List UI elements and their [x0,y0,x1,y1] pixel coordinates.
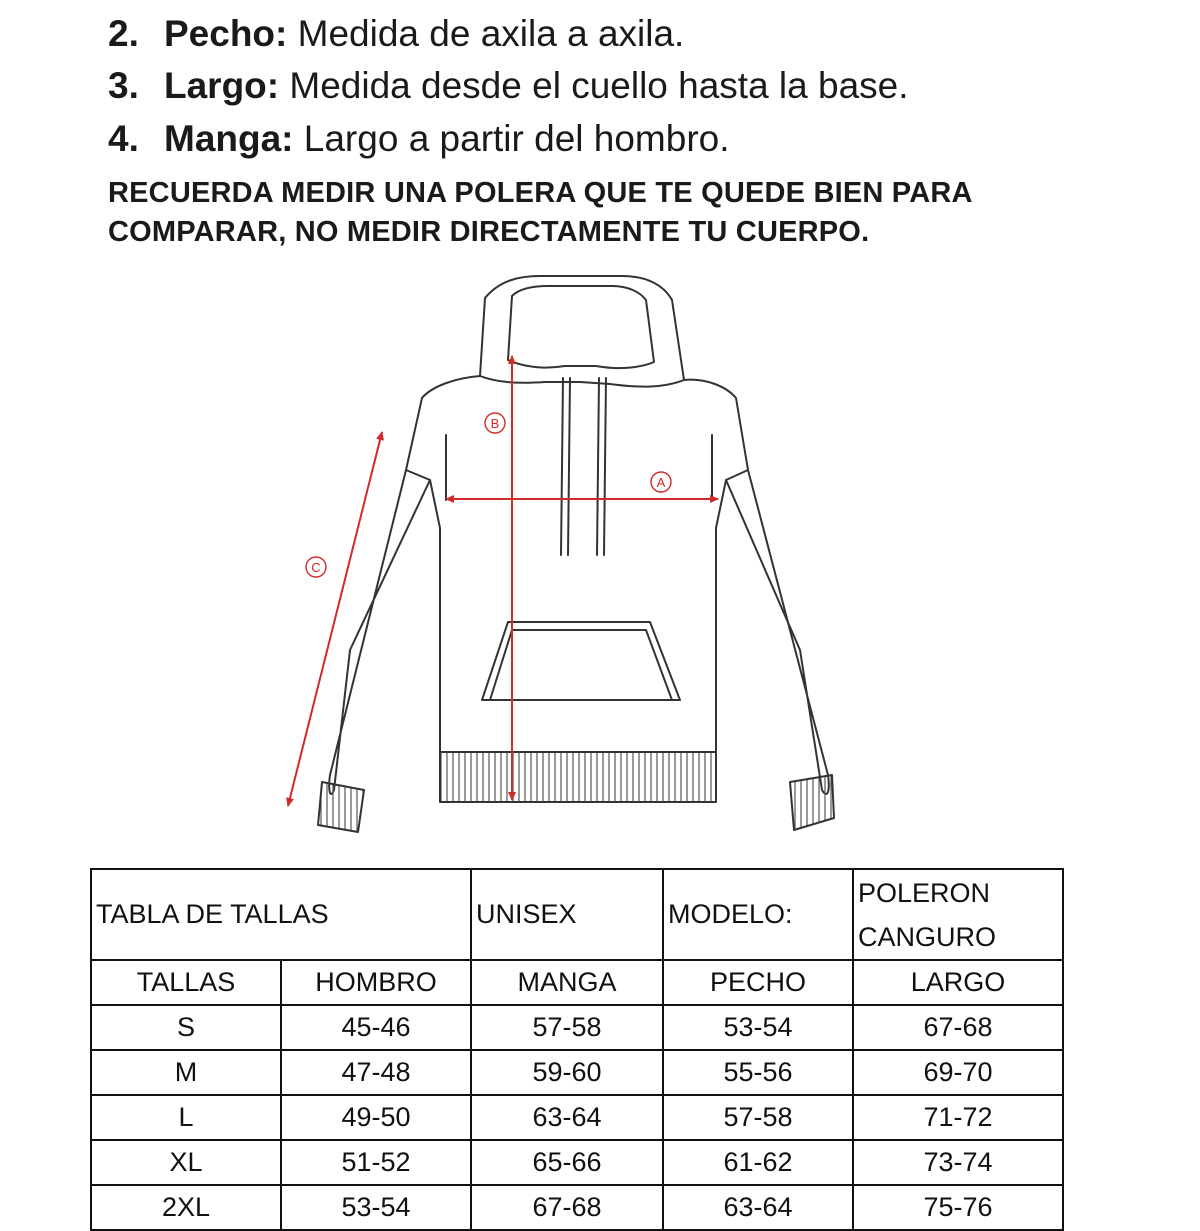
note-line-1: RECUERDA MEDIR UNA POLERA QUE TE QUEDE BIEN PARA [108,177,973,209]
pecho-cell: 53-54 [663,1005,853,1050]
largo-cell: 75-76 [853,1185,1063,1230]
instruction-number: 3. [108,65,139,106]
waistband [440,752,716,802]
drawstring-left [561,378,563,555]
instruction-text: Medida de axila a axila. [287,13,685,54]
table-row [91,1185,1063,1230]
instruction-number: 2. [108,13,139,54]
hoodie-body [329,376,829,794]
table-model-label: MODELO: [663,869,853,960]
right-cuff [790,775,834,830]
table-model-value [853,869,1063,960]
instruction-largo [108,64,909,108]
manga-cell: 63-64 [471,1095,663,1140]
note-line-2: COMPARAR, NO MEDIR DIRECTAMENTE TU CUERPO. [108,216,870,248]
size-cell: M [91,1050,281,1095]
manga-cell: 65-66 [471,1140,663,1185]
label-a-badge [651,472,671,492]
largo-cell: 73-74 [853,1140,1063,1185]
hombro-cell: 49-50 [281,1095,471,1140]
largo-cell: 71-72 [853,1095,1063,1140]
pecho-cell: 55-56 [663,1050,853,1095]
size-cell: XL [91,1140,281,1185]
table-row [91,1005,1063,1050]
hombro-cell: 51-52 [281,1140,471,1185]
left-cuff [318,782,364,832]
label-b-badge [485,413,505,433]
column-header-manga: MANGA [471,960,663,1005]
pecho-cell: 63-64 [663,1185,853,1230]
table-header-row [91,869,1063,960]
model-value-line-1: POLERON [858,877,991,908]
instruction-manga [108,117,730,161]
label-c: C [311,560,321,575]
column-header-largo: LARGO [853,960,1063,1005]
label-c-badge [306,557,326,577]
manga-cell: 57-58 [471,1005,663,1050]
instruction-number: 4. [108,118,139,159]
size-cell: S [91,1005,281,1050]
measure-labels [306,413,671,577]
instruction-term: Manga: [164,118,294,159]
hombro-cell: 53-54 [281,1185,471,1230]
column-header-tallas: TALLAS [91,960,281,1005]
instruction-pecho [108,12,684,56]
largo-cell: 69-70 [853,1050,1063,1095]
instruction-text: Medida desde el cuello hasta la base. [279,65,909,106]
table-row [91,1140,1063,1185]
size-cell: 2XL [91,1185,281,1230]
hombro-cell: 47-48 [281,1050,471,1095]
hoodie-diagram [0,260,1200,850]
table-gender: UNISEX [471,869,663,960]
hoodie-outline [318,276,834,832]
table-row [91,1050,1063,1095]
column-header-row [91,960,1063,1005]
hood-inner [508,286,654,368]
instruction-term: Largo: [164,65,280,106]
table-title: TABLA DE TALLAS [91,869,471,960]
instruction-text: Largo a partir del hombro. [293,118,730,159]
column-header-hombro: HOMBRO [281,960,471,1005]
model-value-line-2: CANGURO [858,921,997,952]
manga-cell: 59-60 [471,1050,663,1095]
size-cell: L [91,1095,281,1140]
largo-cell: 67-68 [853,1005,1063,1050]
column-header-pecho: PECHO [663,960,853,1005]
label-a: A [656,475,666,490]
size-table-wrapper [90,868,1064,1231]
label-b: B [490,416,500,431]
instruction-term: Pecho: [164,13,288,54]
hombro-cell: 45-46 [281,1005,471,1050]
drawstring-right [597,378,599,555]
pecho-cell: 57-58 [663,1095,853,1140]
table-row [91,1095,1063,1140]
size-table [90,868,1064,1231]
manga-cell: 67-68 [471,1185,663,1230]
pecho-cell: 61-62 [663,1140,853,1185]
